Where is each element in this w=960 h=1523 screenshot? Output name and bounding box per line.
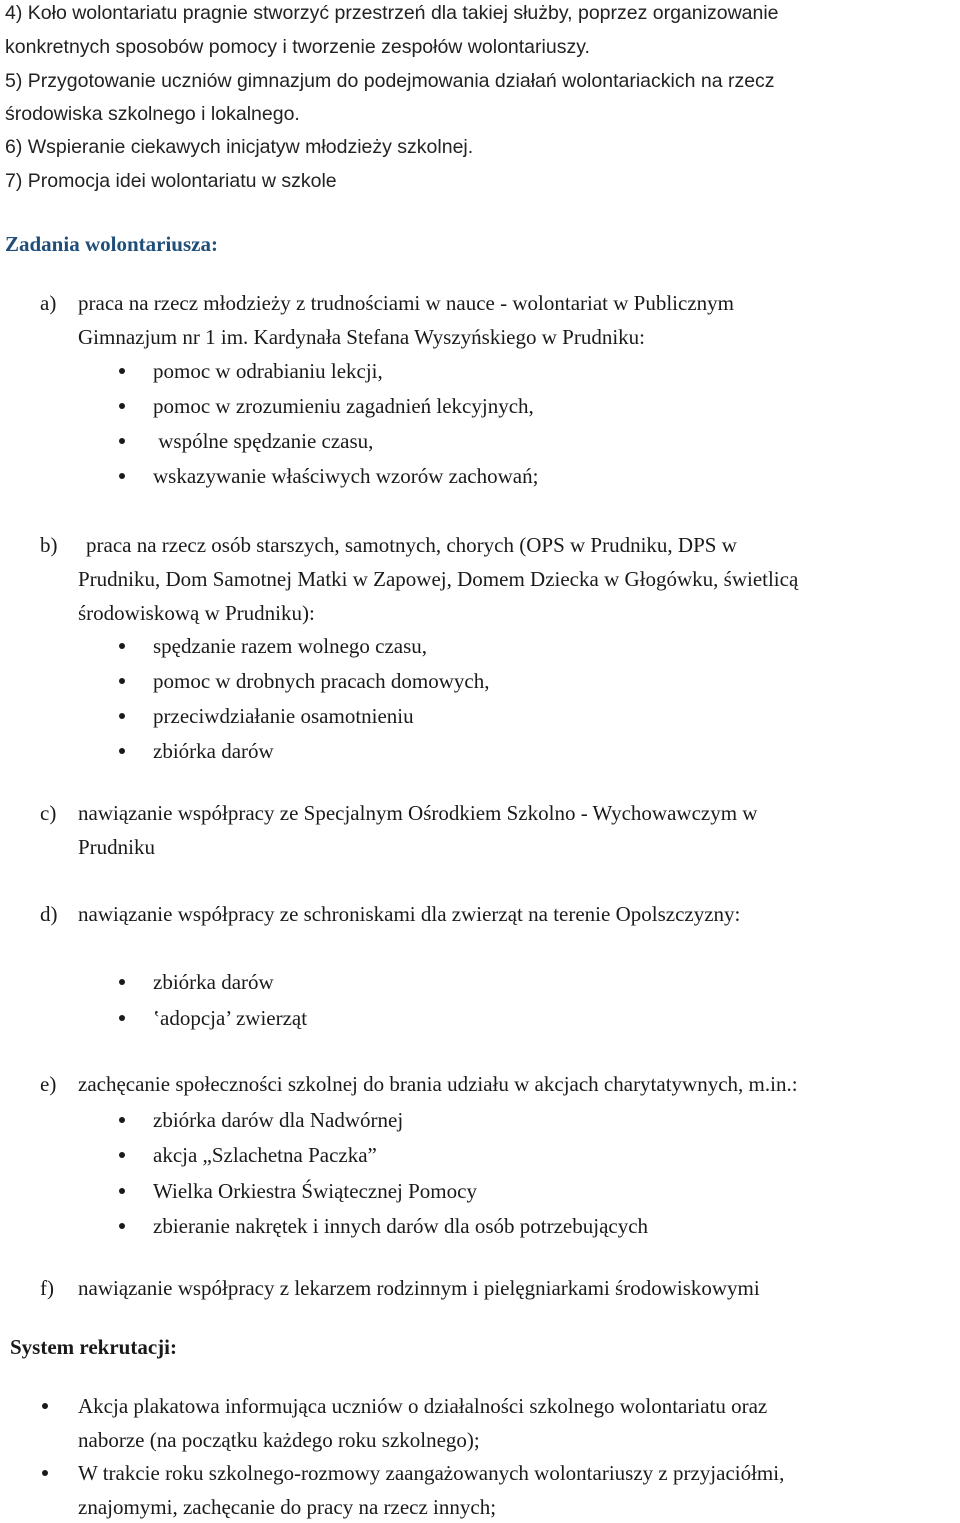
task-b-line-3: środowiskową w Prudniku):: [78, 601, 315, 625]
task-b-line-1: praca na rzecz osób starszych, samotnych, chorych (OPS w Prudniku, DPS w: [86, 533, 737, 557]
task-a-line-2: Gimnazjum nr 1 im. Kardynała Stefana Wyszyńskiego w Prudniku:: [78, 325, 645, 349]
task-a-item-1: pomoc w odrabianiu lekcji,: [153, 359, 383, 383]
recruitment-item-2-line-1: W trakcie roku szkolnego-rozmowy zaangażowanych wolontariuszy z przyjaciółmi,: [78, 1461, 785, 1485]
bullet-icon: [119, 748, 125, 754]
task-b-item-1: spędzanie razem wolnego czasu,: [153, 634, 428, 658]
task-b-item-4: zbiórka darów: [153, 739, 274, 763]
intro-line-5: 6) Wspieranie ciekawych inicjatyw młodzieży szkolnej.: [5, 136, 474, 158]
task-b-line-2: Prudniku, Dom Samotnej Matki w Zapowej, Domem Dziecka w Głogówku, świetlicą: [78, 567, 799, 591]
recruitment-item-2-line-2: znajomymi, zachęcanie do pracy na rzecz innych;: [78, 1495, 497, 1519]
task-d-line-1: nawiązanie współpracy ze schroniskami dla zwierząt na terenie Opolszczyzny:: [78, 902, 741, 926]
bullet-icon: [42, 1470, 48, 1476]
task-e-item-3: Wielka Orkiestra Świątecznej Pomocy: [153, 1179, 477, 1203]
intro-line-6: 7) Promocja idei wolontariatu w szkole: [5, 170, 337, 192]
bullet-icon: [119, 1117, 125, 1123]
task-a-item-4: wskazywanie właściwych wzorów zachowań;: [153, 464, 539, 488]
task-f-marker: f): [40, 1276, 54, 1300]
task-c-marker: c): [40, 801, 57, 825]
task-e-line-1: zachęcanie społeczności szkolnej do brania udziału w akcjach charytatywnych, m.in.:: [78, 1072, 798, 1096]
intro-line-1: 4) Koło wolontariatu pragnie stworzyć przestrzeń dla takiej służby, poprzez organizowanie: [5, 2, 779, 24]
bullet-icon: [119, 438, 125, 444]
intro-line-2: konkretnych sposobów pomocy i tworzenie zespołów wolontariuszy.: [5, 36, 590, 58]
bullet-icon: [119, 1015, 125, 1021]
task-c-line-2: Prudniku: [78, 835, 156, 859]
bullet-icon: [119, 403, 125, 409]
task-a-line-1: praca na rzecz młodzieży z trudnościami w nauce - wolontariat w Publicznym: [78, 291, 734, 315]
recruitment-item-1-line-1: Akcja plakatowa informująca uczniów o działalności szkolnego wolontariatu oraz: [78, 1394, 768, 1418]
bullet-icon: [119, 1152, 125, 1158]
task-a-item-2: pomoc w zrozumieniu zagadnień lekcyjnych,: [153, 394, 534, 418]
task-e-marker: e): [40, 1072, 57, 1096]
task-d-item-1: zbiórka darów: [153, 970, 274, 994]
task-d-marker: d): [40, 902, 58, 926]
task-a-item-3: wspólne spędzanie czasu,: [153, 429, 374, 453]
bullet-icon: [119, 1223, 125, 1229]
bullet-icon: [119, 368, 125, 374]
task-f-line-1: nawiązanie współpracy z lekarzem rodzinnym i pielęgniarkami środowiskowymi: [78, 1276, 760, 1300]
intro-line-4: środowiska szkolnego i lokalnego.: [5, 103, 300, 125]
recruitment-heading: System rekrutacji:: [10, 1335, 177, 1359]
bullet-icon: [119, 1188, 125, 1194]
task-b-marker: b): [40, 533, 58, 557]
recruitment-item-1-line-2: naborze (na początku każdego roku szkolnego);: [78, 1428, 480, 1452]
task-b-item-3: przeciwdziałanie osamotnieniu: [153, 704, 414, 728]
intro-line-3: 5) Przygotowanie uczniów gimnazjum do podejmowania działań wolontariackich na rzecz: [5, 70, 775, 92]
task-c-line-1: nawiązanie współpracy ze Specjalnym Ośrodkiem Szkolno - Wychowawczym w: [78, 801, 758, 825]
bullet-icon: [119, 473, 125, 479]
tasks-heading: Zadania wolontariusza:: [5, 232, 218, 256]
task-e-item-2: akcja „Szlachetna Paczka”: [153, 1143, 377, 1167]
task-b-item-2: pomoc w drobnych pracach domowych,: [153, 669, 490, 693]
bullet-icon: [119, 713, 125, 719]
bullet-icon: [119, 643, 125, 649]
bullet-icon: [42, 1403, 48, 1409]
bullet-icon: [119, 678, 125, 684]
task-e-item-1: zbiórka darów dla Nadwórnej: [153, 1108, 404, 1132]
task-e-item-4: zbieranie nakrętek i innych darów dla osób potrzebujących: [153, 1214, 649, 1238]
task-a-marker: a): [40, 291, 57, 315]
bullet-icon: [119, 979, 125, 985]
task-d-item-2: ‛adopcja’ zwierząt: [153, 1006, 308, 1030]
